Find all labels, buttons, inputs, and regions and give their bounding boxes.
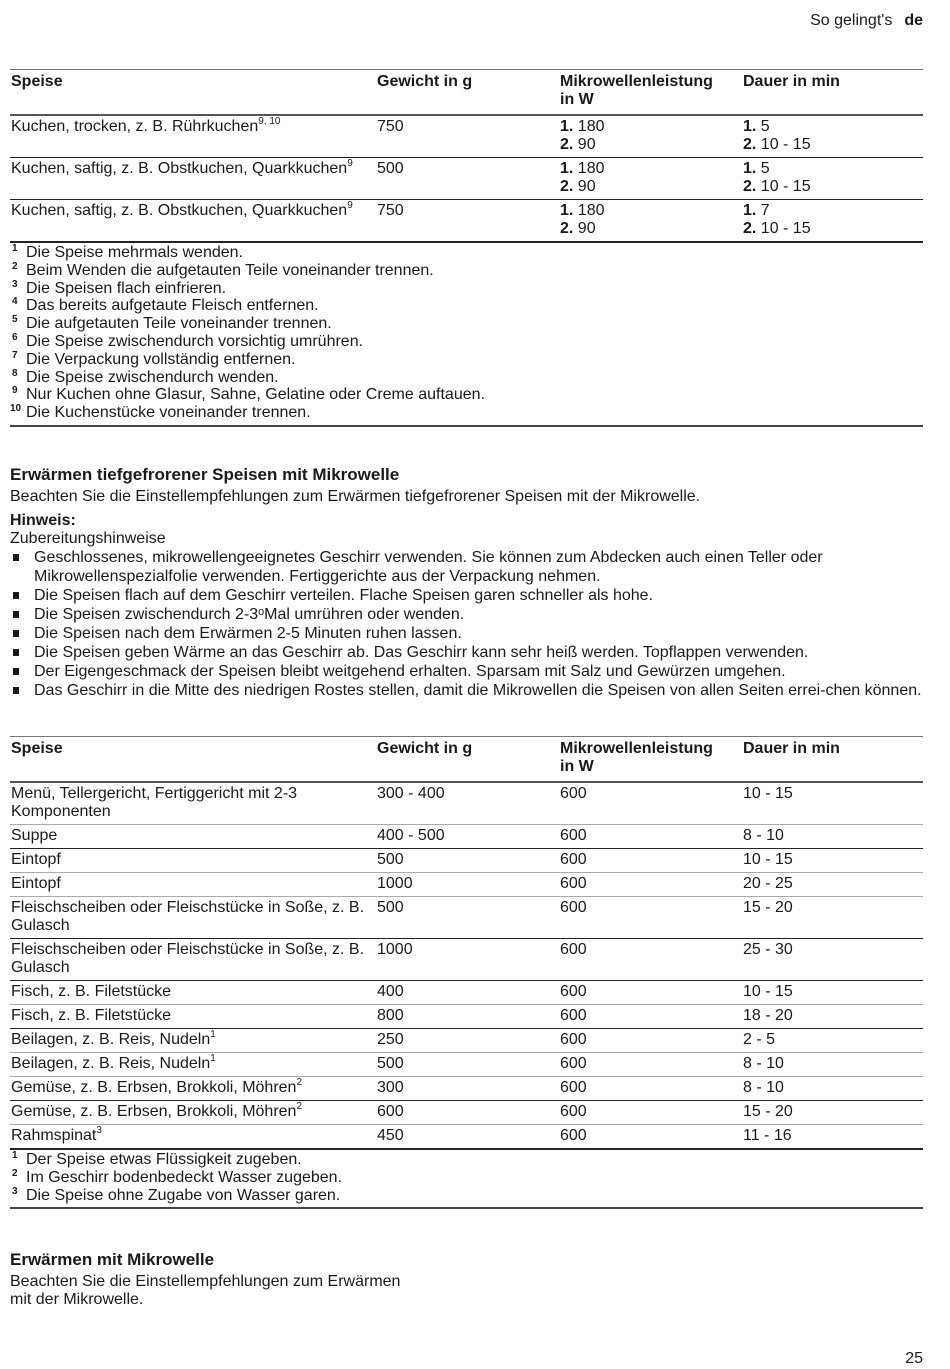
col-header-leistung: Mikrowellenleistung in W xyxy=(560,73,713,108)
cell-leistung: 600 xyxy=(560,851,587,868)
page-number: 25 xyxy=(905,1350,923,1367)
list-item-text: Die Speisen flach auf dem Geschirr verteilen. Flache Speisen garen schneller als hohe. xyxy=(34,587,653,604)
table-row xyxy=(10,981,923,1005)
col-header-gewicht: Gewicht in g xyxy=(377,740,473,757)
footnote xyxy=(10,351,923,369)
bullet-square-icon xyxy=(13,687,19,694)
section-intro: Beachten Sie die Einstellempfehlungen zum Erwärmen tiefgefrorener Speisen mit der Mikrowelle. xyxy=(10,488,701,505)
cell-gewicht: 800 xyxy=(377,1007,404,1024)
footnote xyxy=(10,262,923,280)
cell-speise: Kuchen, saftig, z. B. Obstkuchen, Quarkkuchen$^9$ xyxy=(11,158,353,177)
footnote-text: Im Geschirr bodenbedeckt Wasser zugeben. xyxy=(26,1168,343,1186)
footnote-number: 2 xyxy=(12,260,18,272)
cell-speise: Kuchen, saftig, z. B. Obstkuchen, Quarkkuchen$^9$ xyxy=(11,200,353,219)
cell-gewicht: 300 - 400 xyxy=(377,785,445,802)
footnote-ref: 9 xyxy=(347,200,353,211)
list-item-text: Der Eigengeschmack der Speisen bleibt weitgehend erhalten. Sparsam mit Salz und Gewürzen umgehen. xyxy=(34,663,786,680)
cell-leistung: 600 xyxy=(560,1031,587,1048)
cell-dauer: 11 - 16 xyxy=(743,1127,792,1144)
footnote-number: 8 xyxy=(12,367,18,379)
table-row xyxy=(10,200,923,242)
footnote-number: 1 xyxy=(12,243,18,254)
footnote-number: 5 xyxy=(12,314,18,326)
footnote xyxy=(10,1169,923,1187)
cell-leistung: 1. 180 2. 90 xyxy=(560,160,605,195)
bullet-square-icon xyxy=(13,611,19,618)
table-row xyxy=(10,1053,923,1077)
footnote-text: Die Kuchenstücke voneinander trennen. xyxy=(26,404,311,422)
table-row xyxy=(10,782,923,825)
table-row xyxy=(10,849,923,873)
defrost-cake-table xyxy=(10,69,923,241)
cell-gewicht: 400 xyxy=(377,983,404,1000)
cell-speise: Suppe xyxy=(11,827,58,844)
cell-gewicht: 500 xyxy=(377,899,404,916)
cell-leistung: 1. 180 2. 90 xyxy=(560,118,605,153)
note-subtitle: Zubereitungshinweise xyxy=(10,530,166,547)
section-heating xyxy=(10,1250,923,1309)
preparation-tips-list xyxy=(10,548,923,700)
cell-leistung: 1. 180 2. 90 xyxy=(560,202,605,237)
bullet-square-icon xyxy=(13,630,19,637)
footnote-ref: 3 xyxy=(96,1125,102,1136)
list-item-text: Geschlossenes, mikrowellengeeignetes Geschirr verwenden. Sie können zum Abdecken auch einen Teller oder Mikrowellenspezialfolie verwenden. Fertiggerichte aus der Verpackung nehmen. xyxy=(34,549,823,585)
list-item xyxy=(10,662,923,681)
cell-dauer: 1. 7 2. 10 - 15 xyxy=(743,202,811,237)
cell-speise: Fleischscheiben oder Fleischstücke in Soße, z. B. Gulasch xyxy=(11,899,365,934)
language-code: de xyxy=(904,12,923,29)
footnote-number: 1 xyxy=(12,1150,18,1161)
footnote-ref: 1 xyxy=(210,1053,216,1064)
cell-speise: Eintopf xyxy=(11,875,61,892)
footnote-text: Die Speise zwischendurch wenden. xyxy=(26,368,279,386)
footnote-ref: 2 xyxy=(296,1101,303,1112)
footnote xyxy=(10,369,923,387)
table-row xyxy=(10,158,923,200)
section-frozen-heating xyxy=(10,465,923,700)
col-header-dauer: Dauer in min xyxy=(743,73,840,90)
bullet-square-icon xyxy=(13,668,19,675)
footnote-ref: 9, 10 xyxy=(258,116,281,127)
cell-leistung: 600 xyxy=(560,899,587,916)
table-row xyxy=(10,825,923,849)
table1-footnotes xyxy=(10,241,923,427)
cell-leistung: 600 xyxy=(560,827,587,844)
list-item xyxy=(10,624,923,643)
footnote-number: 6 xyxy=(12,331,18,343)
footnote-text: Die Speise ohne Zugabe von Wasser garen. xyxy=(26,1186,341,1204)
list-item-text: Die Speisen geben Wärme an das Geschirr ab. Das Geschirr kann sehr heiß werden. Topflappen verwenden. xyxy=(34,644,809,661)
cell-gewicht: 1000 xyxy=(377,941,413,958)
table-row xyxy=(10,1077,923,1101)
list-item xyxy=(10,586,923,605)
cell-leistung: 600 xyxy=(560,1103,587,1120)
section-title: Erwärmen tiefgefrorener Speisen mit Mikrowelle xyxy=(10,465,400,484)
footnote-ref: 2 xyxy=(296,1077,303,1088)
cell-speise: Beilagen, z. B. Reis, Nudeln$^1$ xyxy=(11,1029,216,1048)
cell-leistung: 600 xyxy=(560,1007,587,1024)
footnote xyxy=(10,244,923,262)
cell-leistung: 600 xyxy=(560,983,587,1000)
cell-dauer: 1. 5 2. 10 - 15 xyxy=(743,160,811,195)
footnote-number: 7 xyxy=(12,349,18,361)
cell-leistung: 600 xyxy=(560,941,587,958)
table-row xyxy=(10,939,923,981)
list-item-text: Die Speisen zwischendurch 2-3ᵒMal umrühren oder wenden. xyxy=(34,606,465,623)
page-header xyxy=(810,12,923,30)
section-intro: Beachten Sie die Einstellempfehlungen zum Erwärmen mit der Mikrowelle. xyxy=(10,1273,401,1308)
table2-footnotes xyxy=(10,1148,923,1209)
bullet-square-icon xyxy=(13,649,19,656)
footnote-text: Die Verpackung vollständig entfernen. xyxy=(26,350,296,368)
table-row xyxy=(10,1005,923,1029)
footnote-text: Der Speise etwas Flüssigkeit zugeben. xyxy=(26,1151,302,1168)
footnote xyxy=(10,386,923,404)
cell-speise: Beilagen, z. B. Reis, Nudeln$^1$ xyxy=(11,1053,216,1072)
cell-gewicht: 500 xyxy=(377,160,404,177)
cell-speise: Gemüse, z. B. Erbsen, Brokkoli, Möhren$^2$ xyxy=(11,1101,303,1120)
cell-speise: Menü, Tellergericht, Fertiggericht mit 2-3 Komponenten xyxy=(11,785,298,820)
footnote-text: Die Speise mehrmals wenden. xyxy=(26,244,243,261)
col-header-speise: Speise xyxy=(11,73,63,90)
cell-dauer: 10 - 15 xyxy=(743,983,793,1000)
cell-gewicht: 750 xyxy=(377,118,404,135)
table-row xyxy=(10,873,923,897)
cell-dauer: 2 - 5 xyxy=(743,1031,776,1048)
cell-dauer: 15 - 20 xyxy=(743,899,793,916)
table-row xyxy=(10,115,923,158)
cell-dauer: 25 - 30 xyxy=(743,941,793,958)
section-title: Erwärmen mit Mikrowelle xyxy=(10,1250,215,1269)
cell-gewicht: 500 xyxy=(377,1055,404,1072)
cell-gewicht: 500 xyxy=(377,851,404,868)
cell-speise: Eintopf xyxy=(11,851,61,868)
footnote-text: Die Speise zwischendurch vorsichtig umrühren. xyxy=(26,332,364,350)
footnote-text: Beim Wenden die aufgetauten Teile voneinander trennen. xyxy=(26,261,434,279)
cell-speise: Fleischscheiben oder Fleischstücke in Soße, z. B. Gulasch xyxy=(11,941,365,976)
table-row xyxy=(10,1101,923,1125)
cell-gewicht: 400 - 500 xyxy=(377,827,445,844)
footnote xyxy=(10,404,923,422)
list-item xyxy=(10,643,923,662)
cell-gewicht: 450 xyxy=(377,1127,404,1144)
footnote-ref: 9 xyxy=(347,158,353,169)
col-header-speise: Speise xyxy=(11,740,63,757)
footnote-text: Die aufgetauten Teile voneinander trennen. xyxy=(26,315,332,333)
bullet-square-icon xyxy=(13,592,19,599)
defrost-cake-table-block xyxy=(10,69,923,427)
footnote-ref: 1 xyxy=(210,1029,216,1040)
cell-gewicht: 1000 xyxy=(377,875,413,892)
list-item xyxy=(10,605,923,624)
cell-leistung: 600 xyxy=(560,785,587,802)
footnote-text: Das bereits aufgetaute Fleisch entfernen. xyxy=(26,297,319,315)
cell-leistung: 600 xyxy=(560,1055,587,1072)
note-label: Hinweis: xyxy=(10,512,76,529)
col-header-dauer: Dauer in min xyxy=(743,740,840,757)
cell-gewicht: 600 xyxy=(377,1103,404,1120)
footnote-text: Nur Kuchen ohne Glasur, Sahne, Gelatine oder Creme auftauen. xyxy=(26,386,485,404)
cell-dauer: 8 - 10 xyxy=(743,1079,784,1096)
list-item xyxy=(10,548,923,586)
cell-dauer: 15 - 20 xyxy=(743,1103,793,1120)
cell-gewicht: 250 xyxy=(377,1031,404,1048)
cell-dauer: 1. 5 2. 10 - 15 xyxy=(743,118,811,153)
cell-speise: Kuchen, trocken, z. B. Rührkuchen$^{9, 10}$ xyxy=(11,116,281,135)
cell-dauer: 20 - 25 xyxy=(743,875,793,892)
footnote-number: 3 xyxy=(12,1185,18,1197)
heating-frozen-table xyxy=(10,736,923,1148)
section-label: So gelingt's xyxy=(810,12,893,29)
cell-dauer: 10 - 15 xyxy=(743,785,793,802)
cell-leistung: 600 xyxy=(560,1127,587,1144)
cell-speise: Fisch, z. B. Filetstücke xyxy=(11,1007,172,1024)
footnote-number: 3 xyxy=(12,278,18,290)
table-row xyxy=(10,1125,923,1149)
cell-leistung: 600 xyxy=(560,1079,587,1096)
list-item-text: Die Speisen nach dem Erwärmen 2-5 Minuten ruhen lassen. xyxy=(34,625,462,642)
bullet-square-icon xyxy=(13,554,19,561)
cell-dauer: 8 - 10 xyxy=(743,827,784,844)
cell-leistung: 600 xyxy=(560,875,587,892)
col-header-leistung: Mikrowellenleistung in W xyxy=(560,740,713,775)
list-item xyxy=(10,681,923,700)
table-row xyxy=(10,1029,923,1053)
cell-dauer: 18 - 20 xyxy=(743,1007,793,1024)
footnote-number: 2 xyxy=(12,1167,18,1179)
cell-dauer: 10 - 15 xyxy=(743,851,793,868)
heating-frozen-table-block xyxy=(10,736,923,1209)
footnote-number: 9 xyxy=(12,385,18,397)
cell-speise: Gemüse, z. B. Erbsen, Brokkoli, Möhren$^2$ xyxy=(11,1077,303,1096)
footnote-text: Die Speisen flach einfrieren. xyxy=(26,279,227,297)
cell-gewicht: 750 xyxy=(377,202,404,219)
list-item-text: Das Geschirr in die Mitte des niedrigen Rostes stellen, damit die Mikrowellen die Speisen von allen Seiten errei-chen können. xyxy=(34,682,922,699)
table-header-row xyxy=(10,737,923,783)
footnote-number: 10 xyxy=(10,403,22,415)
footnote xyxy=(10,297,923,315)
cell-speise: Rahmspinat$^3$ xyxy=(11,1125,102,1144)
cell-gewicht: 300 xyxy=(377,1079,404,1096)
col-header-gewicht: Gewicht in g xyxy=(377,73,473,90)
cell-dauer: 8 - 10 xyxy=(743,1055,784,1072)
footnote xyxy=(10,1187,923,1205)
table-header-row xyxy=(10,70,923,116)
cell-speise: Fisch, z. B. Filetstücke xyxy=(11,983,172,1000)
footnote xyxy=(10,280,923,298)
footnote xyxy=(10,315,923,333)
footnote xyxy=(10,333,923,351)
table-row xyxy=(10,897,923,939)
footnote-number: 4 xyxy=(12,296,18,308)
footnote xyxy=(10,1151,923,1169)
